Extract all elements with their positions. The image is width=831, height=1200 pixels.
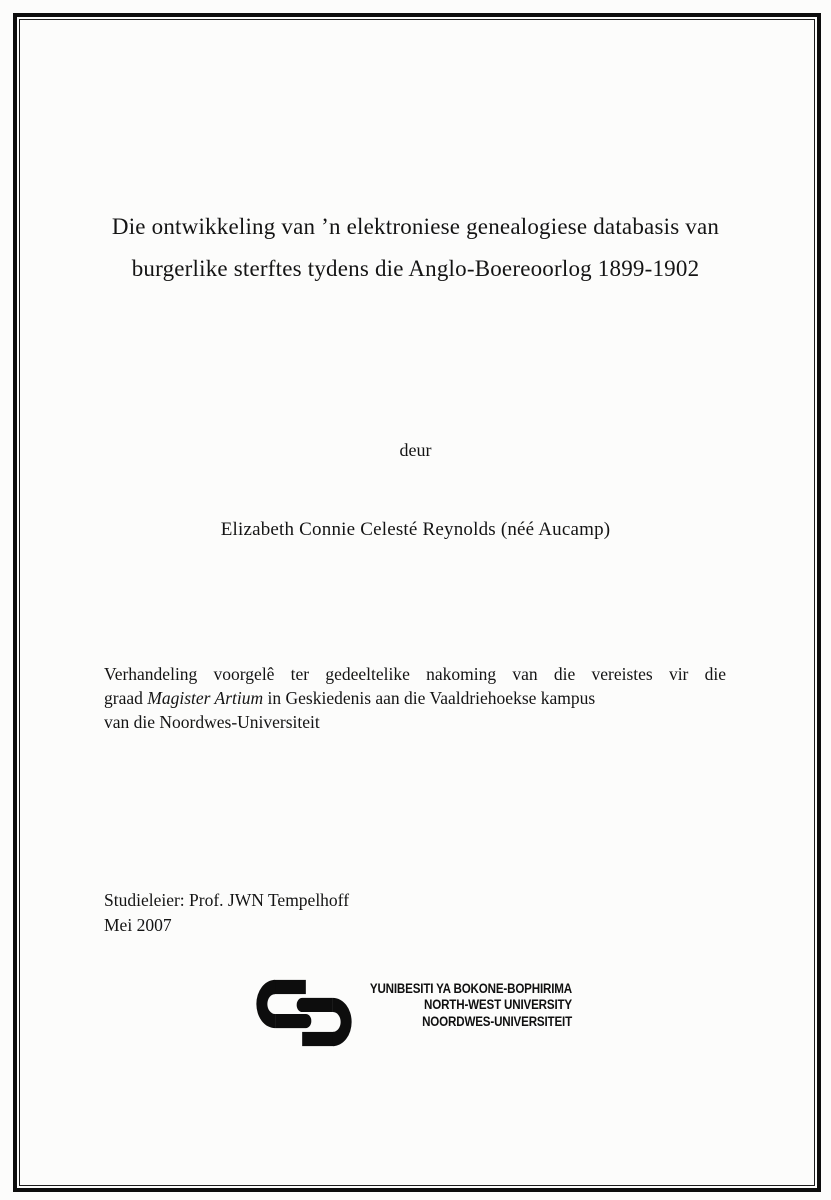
university-name-setswana: YUNIBESITI YA BOKONE-BOPHIRIMA [369,981,572,996]
date-line: Mei 2007 [104,915,172,935]
statement-line3: van die Noordwes-Universiteit [104,712,320,732]
nwu-chain-links-icon [256,978,352,1048]
supervisor-block [104,888,349,938]
thesis-title-line1: Die ontwikkeling van ’n elektroniese genealogiese databasis van [111,214,720,239]
university-logo-text [354,981,572,1030]
degree-name-italic: Magister Artium [147,688,264,708]
supervisor-line: Studieleier: Prof. JWN Tempelhoff [104,890,350,910]
university-name-afrikaans: NOORDWES-UNIVERSITEIT [422,1013,572,1029]
university-logo [256,977,576,1052]
submission-statement [104,662,726,734]
statement-line2-post: in Geskiedenis aan die Vaaldriehoekse kampus [263,688,596,708]
university-name-english: NORTH-WEST UNIVERSITY [424,997,572,1013]
statement-line2 [104,686,726,710]
thesis-title [0,206,831,290]
statement-line2-pre: graad [104,688,148,708]
byline-deur: deur [399,440,432,460]
author-name: Elizabeth Connie Celesté Reynolds (néé Aucamp) [220,519,611,540]
statement-line1: Verhandeling voorgelê ter gedeeltelike nakoming van die vereistes vir die [104,664,726,684]
thesis-title-line2: burgerlike sterftes tydens die Anglo-Boereoorlog 1899-1902 [131,256,700,281]
